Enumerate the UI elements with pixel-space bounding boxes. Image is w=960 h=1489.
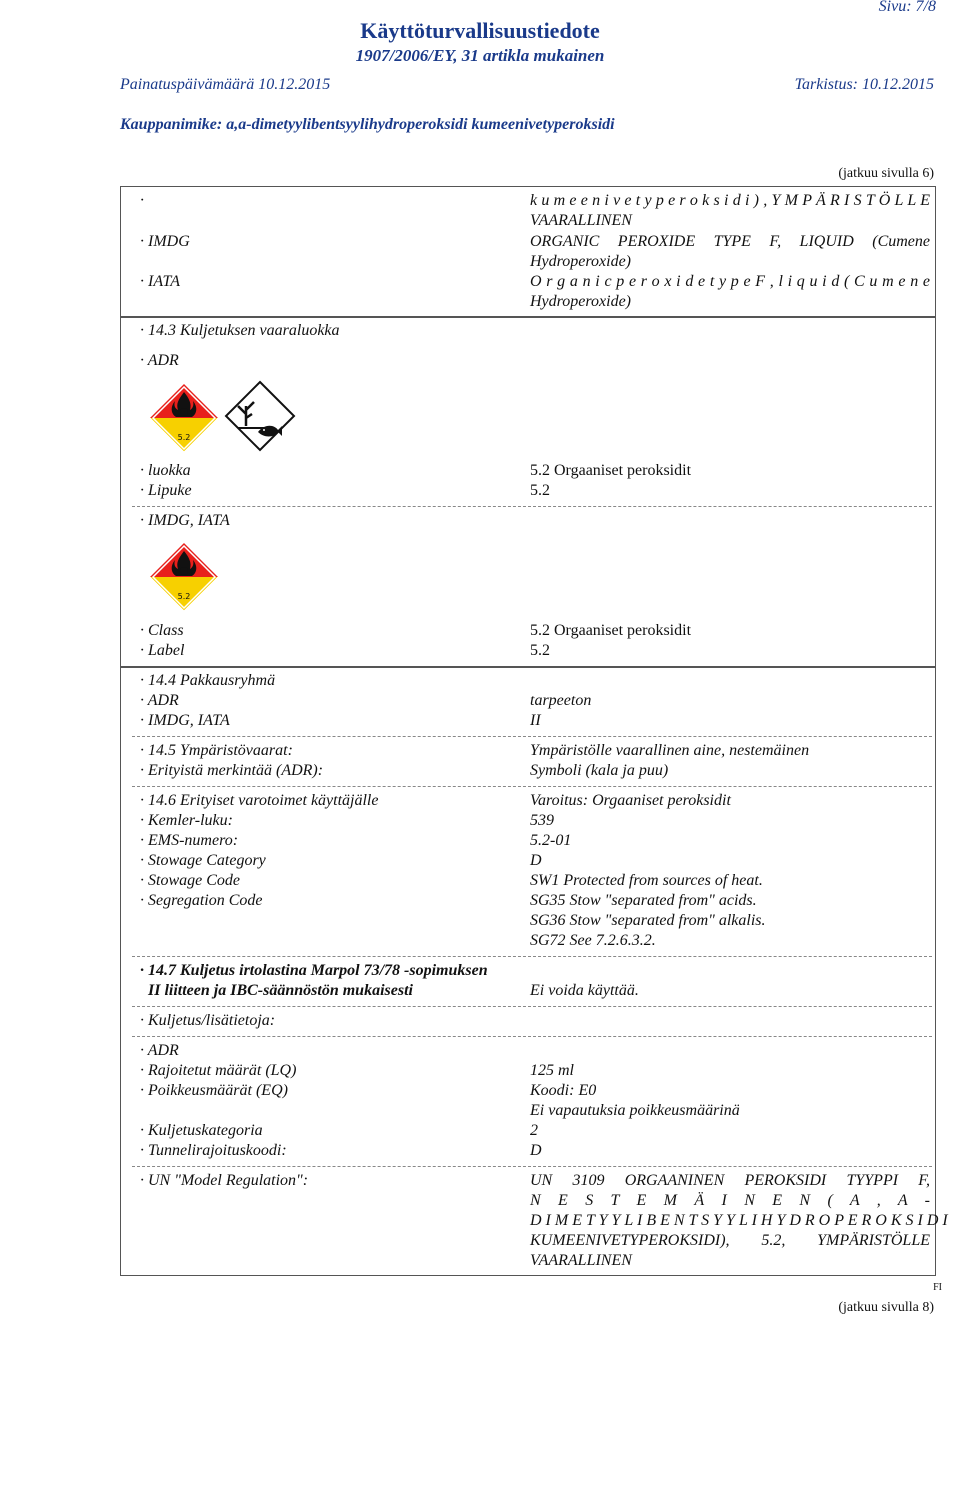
class-label: · luokka <box>140 462 191 479</box>
pictogram-number: 5.2 <box>177 433 191 442</box>
iata-label: · IATA <box>140 273 180 290</box>
class2-label: · Class <box>140 622 184 639</box>
un-model-line1: UN 3109 ORGAANINEN PEROKSIDI TYYPPI F, <box>530 1172 930 1189</box>
pg-imdg-label: · IMDG, IATA <box>140 712 230 729</box>
section-14-5-heading: · 14.5 Ympäristövaarat: <box>140 742 293 759</box>
label2-value: 5.2 <box>530 642 550 659</box>
imdg-label: · IMDG <box>140 233 190 250</box>
section-14-3-heading: · 14.3 Kuljetuksen vaaraluokka <box>140 322 340 339</box>
divider <box>132 736 932 737</box>
divider <box>132 1166 932 1167</box>
document-title: Käyttöturvallisuustiedote <box>360 18 600 43</box>
pg-adr-label: · ADR <box>140 692 179 709</box>
hazard-class-box <box>120 316 936 668</box>
pg-imdg-value: II <box>530 712 541 729</box>
bullet: · <box>140 192 144 209</box>
label-value: 5.2 <box>530 482 550 499</box>
pictogram-number: 5.2 <box>177 592 191 601</box>
label2-label: · Label <box>140 642 185 659</box>
eq-label: · Poikkeusmäärät (EQ) <box>140 1082 288 1099</box>
segregation-code-label: · Segregation Code <box>140 892 263 909</box>
stowage-category-value: D <box>530 852 542 869</box>
iata-name-line1: O r g a n i c p e r o x i d e t y p e F , l i q u i d ( C u m e n e <box>530 273 930 290</box>
print-date: Painatuspäivämäärä 10.12.2015 <box>120 76 331 93</box>
section-14-7-value: Ei voida käyttää. <box>530 982 639 999</box>
document-subtitle: 1907/2006/EY, 31 artikla mukainen <box>355 46 605 65</box>
segregation-code-value-1: SG35 Stow "separated from" acids. <box>530 892 757 909</box>
imdg-name-line2: Hydroperoxide) <box>530 253 631 270</box>
tunnel-code-label: · Tunnelirajoituskoodi: <box>140 1142 287 1159</box>
tunnel-code-value: D <box>530 1142 542 1159</box>
revision-date: Tarkistus: 10.12.2015 <box>794 76 934 93</box>
segregation-code-value-3: SG72 See 7.2.6.3.2. <box>530 932 656 949</box>
transport-category-label: · Kuljetuskategoria <box>140 1122 263 1139</box>
organic-peroxide-icon <box>148 382 220 454</box>
divider <box>132 1036 932 1037</box>
adr-name-line2: VAARALLINEN <box>530 212 632 229</box>
un-model-label: · UN "Model Regulation": <box>140 1172 309 1189</box>
organic-peroxide-icon <box>148 541 220 613</box>
extra-adr-subheading: · ADR <box>140 1042 179 1059</box>
imdg-iata-subheading: · IMDG, IATA <box>140 512 230 529</box>
ems-value: 5.2-01 <box>530 832 572 849</box>
divider <box>132 1006 932 1007</box>
section-14-4-heading: · 14.4 Pakkausryhmä <box>140 672 276 689</box>
un-model-line2: N E S T E M Ä I N E N ( A , A - <box>530 1192 930 1209</box>
section-14-6-heading: · 14.6 Erityiset varotoimet käyttäjälle <box>140 792 379 809</box>
divider <box>132 506 932 507</box>
divider <box>132 956 932 957</box>
section-14-7-heading-line2: II liitteen ja IBC-säännöstön mukaisesti <box>148 982 413 999</box>
trade-name: Kauppanimike: a,a-dimetyylibentsyylihydroperoksidi kumeenivetyperoksidi <box>120 116 615 133</box>
environment-hazard-icon <box>224 380 296 452</box>
ems-label: · EMS-numero: <box>140 832 239 849</box>
continued-to: (jatkuu sivulla 8) <box>838 1300 934 1315</box>
imdg-name-line1: ORGANIC PEROXIDE TYPE F, LIQUID (Cumene <box>530 233 930 250</box>
section-14-7-heading-line1: · 14.7 Kuljetus irtolastina Marpol 73/78 -sopimuksen <box>140 962 488 979</box>
env-hazard-value: Ympäristölle vaarallinen aine, nestemäinen <box>530 742 810 759</box>
continued-from: (jatkuu sivulla 6) <box>838 166 934 181</box>
stowage-code-label: · Stowage Code <box>140 872 240 889</box>
adr-name-line1: k u m e e n i v e t y p e r o k s i d i ) , Y M P Ä R I S T Ö L L E <box>530 192 930 209</box>
extra-info-heading: · Kuljetus/lisätietoja: <box>140 1012 276 1029</box>
warning-value: Varoitus: Orgaaniset peroksidit <box>530 792 731 809</box>
iata-name-line2: Hydroperoxide) <box>530 293 631 310</box>
special-mark-label: · Erityistä merkintää (ADR): <box>140 762 324 779</box>
kemler-label: · Kemler-luku: <box>140 812 233 829</box>
stowage-code-value: SW1 Protected from sources of heat. <box>530 872 763 889</box>
special-mark-value: Symboli (kala ja puu) <box>530 762 669 779</box>
segregation-code-value-2: SG36 Stow "separated from" alkalis. <box>530 912 766 929</box>
eq-value-1: Koodi: E0 <box>530 1082 597 1099</box>
un-model-line5: VAARALLINEN <box>530 1252 632 1269</box>
eq-value-2: Ei vapautuksia poikkeusmäärinä <box>530 1102 740 1119</box>
lq-label: · Rajoitetut määrät (LQ) <box>140 1062 297 1079</box>
un-model-line4: KUMEENIVETYPEROKSIDI), 5.2, YMPÄRISTÖLLE <box>530 1232 930 1249</box>
page-number: Sivu: 7/8 <box>878 0 936 15</box>
divider <box>132 786 932 787</box>
class2-value: 5.2 Orgaaniset peroksidit <box>530 622 692 639</box>
transport-category-value: 2 <box>530 1122 538 1139</box>
pg-adr-value: tarpeeton <box>530 692 592 709</box>
kemler-value: 539 <box>530 812 554 829</box>
class-value: 5.2 Orgaaniset peroksidit <box>530 462 692 479</box>
language-code: FI <box>933 1282 942 1293</box>
adr-subheading: · ADR <box>140 352 179 369</box>
stowage-category-label: · Stowage Category <box>140 852 266 869</box>
un-model-line3: D I M E T Y Y L I B E N T S Y Y L I H Y D R O P E R O K S I D I <box>530 1212 948 1229</box>
label-label: · Lipuke <box>140 482 192 499</box>
lq-value: 125 ml <box>530 1062 574 1079</box>
